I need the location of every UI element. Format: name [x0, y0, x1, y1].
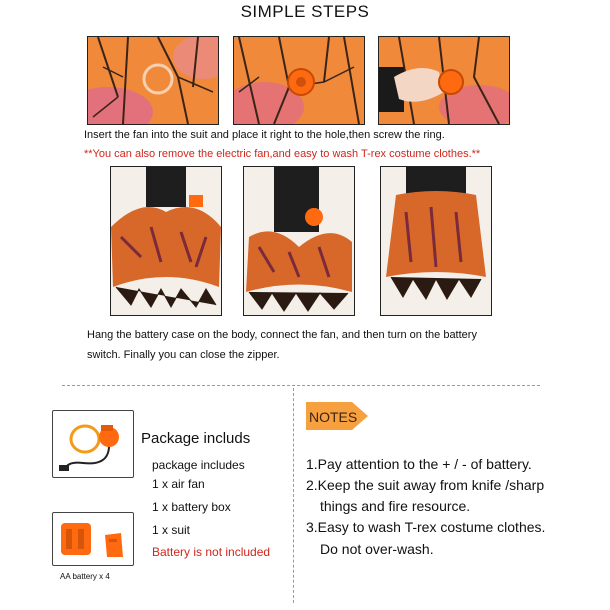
column-divider — [293, 388, 294, 603]
page-title: SIMPLE STEPS — [240, 2, 370, 21]
notes-label: NOTES — [309, 409, 358, 425]
battery-warning: Battery is not included — [152, 545, 271, 559]
air-fan-box — [52, 410, 134, 478]
note-item: 1.Pay attention to the + / - of battery. — [306, 456, 532, 472]
note-item: 3.Easy to wash T-rex costume clothes. — [306, 519, 546, 535]
package-item: 1 x battery box — [152, 500, 231, 514]
package-heading: Package includs — [141, 430, 251, 447]
photo-connect-fan — [243, 166, 355, 316]
battery-box — [52, 512, 134, 566]
note-item: 2.Keep the suit away from knife /sharp — [306, 477, 545, 493]
step1-instruction: Insert the fan into the suit and place it right to the hole,then screw the ring. — [84, 129, 445, 141]
section-divider — [62, 385, 540, 386]
note-item: things and fire resource. — [320, 498, 471, 514]
photo-screw-ring — [378, 36, 510, 125]
step2-instruction-line1: Hang the battery case on the body, connect the fan, and then turn on the battery — [87, 329, 477, 341]
photo-battery-case — [110, 166, 222, 316]
photo-close-zipper — [380, 166, 492, 316]
note-item: Do not over-wash. — [320, 541, 434, 557]
battery-caption: AA battery x 4 — [60, 572, 110, 581]
package-item: package includes — [152, 458, 245, 472]
package-item: 1 x suit — [152, 523, 191, 537]
step1-note: **You can also remove the electric fan,and easy to wash T-rex costume clothes.** — [84, 148, 481, 160]
photo-fan-in-suit — [87, 36, 219, 125]
package-item: 1 x air fan — [152, 477, 205, 491]
photo-fan-attached — [233, 36, 365, 125]
step2-instruction-line2: switch. Finally you can close the zipper. — [87, 349, 280, 361]
